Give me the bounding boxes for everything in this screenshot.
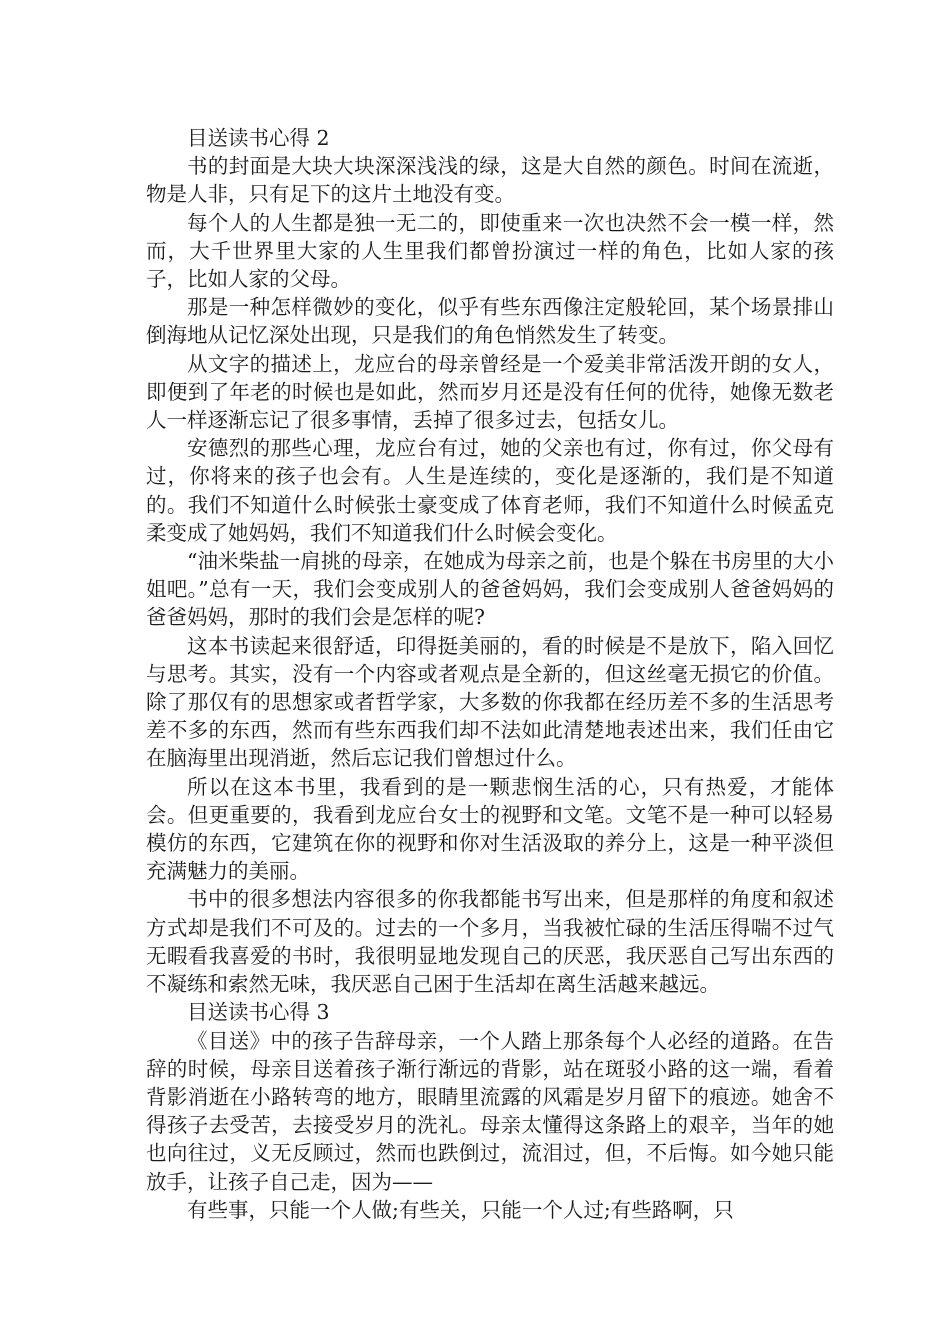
paragraph: “油米柴盐一肩挑的母亲，在她成为母亲之前，也是个躲在书房里的大小姐吧。”总有一天，我们会变成别人的爸爸妈妈，我们会变成别人爸爸妈妈的爸爸妈妈，那时的我们会是怎样的呢? bbox=[146, 549, 834, 630]
paragraph: 那是一种怎样微妙的变化，似乎有些东西像注定般轮回，某个场景排山倒海地从记忆深处出现，只是我们的角色悄然发生了转变。 bbox=[146, 295, 834, 348]
paragraph: 《目送》中的孩子告辞母亲，一个人踏上那条每个人必经的道路。在告辞的时候，母亲目送着孩子渐行渐远的背影，站在斑驳小路的这一端，看着背影消逝在小路转弯的地方，眼睛里流露的风霜是岁月留下的痕迹。她舍不得孩子去受苦，去接受岁月的洗礼。母亲太懂得这条路上的艰辛，当年的她也向往过，义无反顾过，然而也跌倒过，流泪过，但，不后悔。如今她只能放手，让孩子自己走，因为—— bbox=[146, 1028, 834, 1194]
paragraph: 从文字的描述上，龙应台的母亲曾经是一个爱美非常活泼开朗的女人，即便到了年老的时候也是如此，然而岁月还是没有任何的优待，她像无数老人一样逐渐忘记了很多事情，丢掉了很多过去，包括女儿。 bbox=[146, 351, 834, 433]
paragraph: 所以在这本书里，我看到的是一颗悲悯生活的心，只有热爱，才能体会。但更重要的，我看到龙应台女士的视野和文笔。文笔不是一种可以轻易模仿的东西，它建筑在你的视野和你对生活汲取的养分上，这是一种平淡但充满魅力的美丽。 bbox=[146, 774, 834, 884]
section-title: 目送读书心得 3 bbox=[187, 1000, 330, 1025]
paragraph: 有些事，只能一个人做;有些关，只能一个人过;有些路啊，只 bbox=[187, 1197, 734, 1222]
section-title: 目送读书心得 2 bbox=[187, 126, 330, 150]
paragraph: 这本书读起来很舒适，印得挺美丽的，看的时候是不是放下，陷入回忆与思考。其实，没有一个内容或者观点是全新的，但这丝毫无损它的价值。除了那仅有的思想家或者哲学家，大多数的你我都在经历差不多的生活思考差不多的东西，然而有些东西我们却不法如此清楚地表述出来，我们任由它在脑海里出现消逝，然后忘记我们曾想过什么。 bbox=[146, 633, 834, 771]
paragraph: 每个人的人生都是独一无二的，即使重来一次也决然不会一模一样，然而，大千世界里大家的人生里我们都曾扮演过一样的角色，比如人家的孩子，比如人家的父母。 bbox=[146, 210, 834, 292]
paragraph: 书的封面是大块大块深深浅浅的绿，这是大自然的颜色。时间在流逝，物是人非，只有足下的这片土地没有变。 bbox=[146, 154, 834, 207]
document-body bbox=[146, 124, 834, 1224]
paragraph: 安德烈的那些心理，龙应台有过，她的父亲也有过，你有过，你父母有过，你将来的孩子也会有。人生是连续的，变化是逐渐的，我们是不知道的。我们不知道什么时候张士豪变成了体育老师，我们不知道什么时候孟克柔变成了她妈妈，我们不知道我们什么时候会变化。 bbox=[146, 436, 834, 545]
paragraph: 书中的很多想法内容很多的你我都能书写出来，但是那样的角度和叙述方式却是我们不可及的。过去的一个多月，当我被忙碌的生活压得喘不过气无暇看我喜爱的书时，我很明显地发现自己的厌恶，我厌恶自己写出东西的不凝练和索然无味，我厌恶自己困于生活却在离生活越来越远。 bbox=[146, 887, 834, 997]
